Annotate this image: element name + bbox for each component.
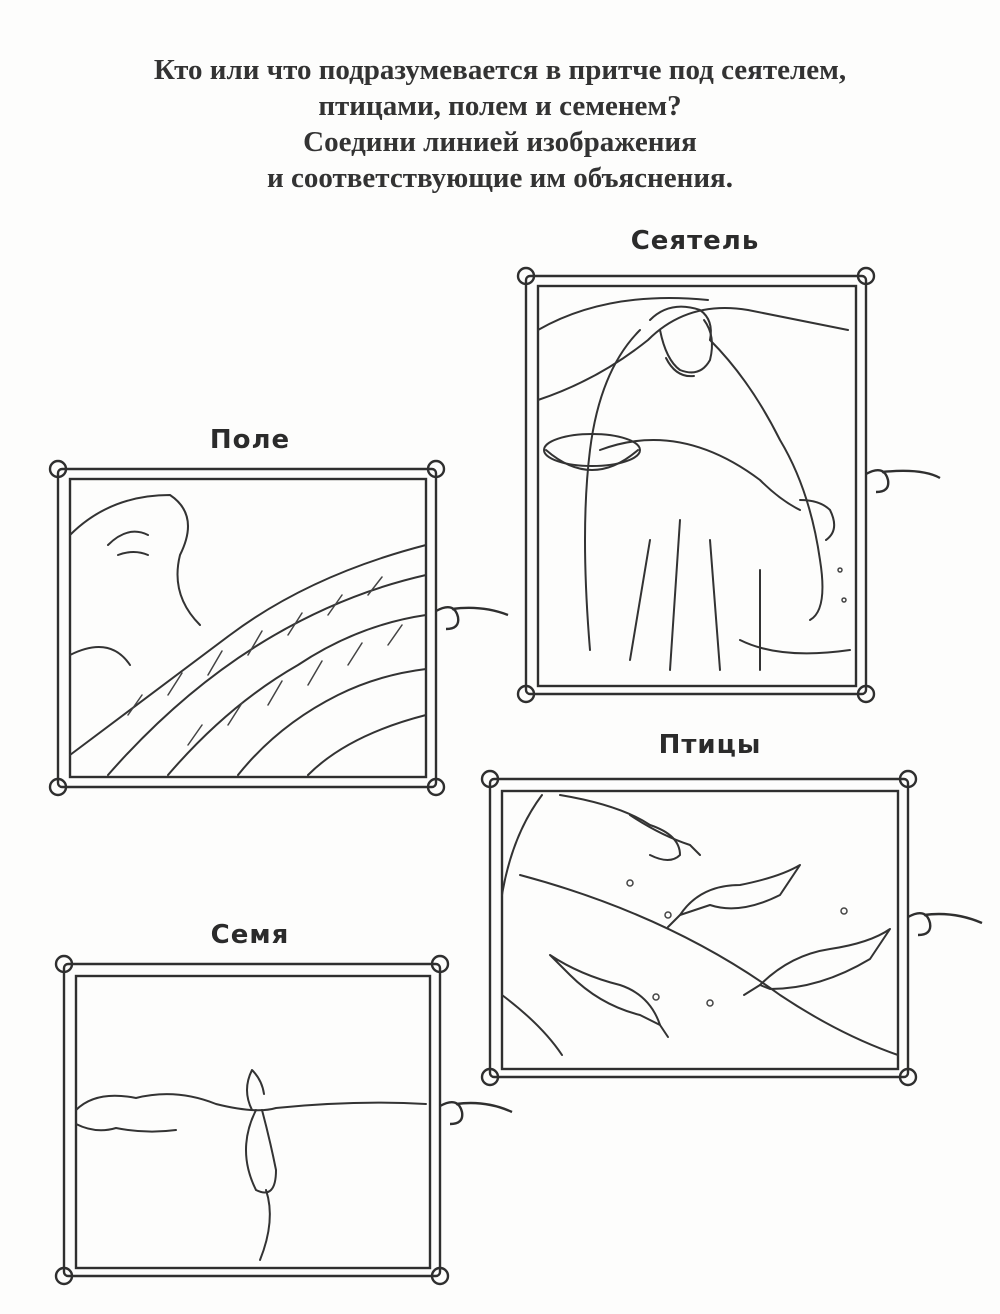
field-wheat [70, 495, 426, 775]
label-seed: Семя [210, 920, 290, 950]
instructions-line: Кто или что подразумевается в притче под сеятелем, [153, 54, 847, 86]
picture-frame [518, 268, 940, 702]
instructions-text [60, 52, 940, 196]
seed-picture[interactable] [52, 950, 522, 1290]
field-picture[interactable] [48, 455, 518, 805]
picture-frame [50, 461, 508, 795]
instructions-line: птицами, полем и семенем? [318, 90, 682, 122]
birds-scene [502, 795, 898, 1055]
picture-frame [482, 771, 982, 1085]
label-field: Поле [209, 425, 291, 455]
label-birds: Птицы [658, 730, 762, 760]
label-sower: Сеятель [630, 226, 760, 256]
instructions-line: и соответствующие им объяснения. [267, 162, 733, 194]
sower-figure [538, 298, 850, 670]
seed-sprout [76, 1070, 426, 1260]
instructions-line: Соедини линией изображения [303, 126, 697, 158]
birds-picture[interactable] [480, 765, 990, 1095]
picture-frame [56, 956, 512, 1284]
sower-picture[interactable] [510, 260, 950, 710]
